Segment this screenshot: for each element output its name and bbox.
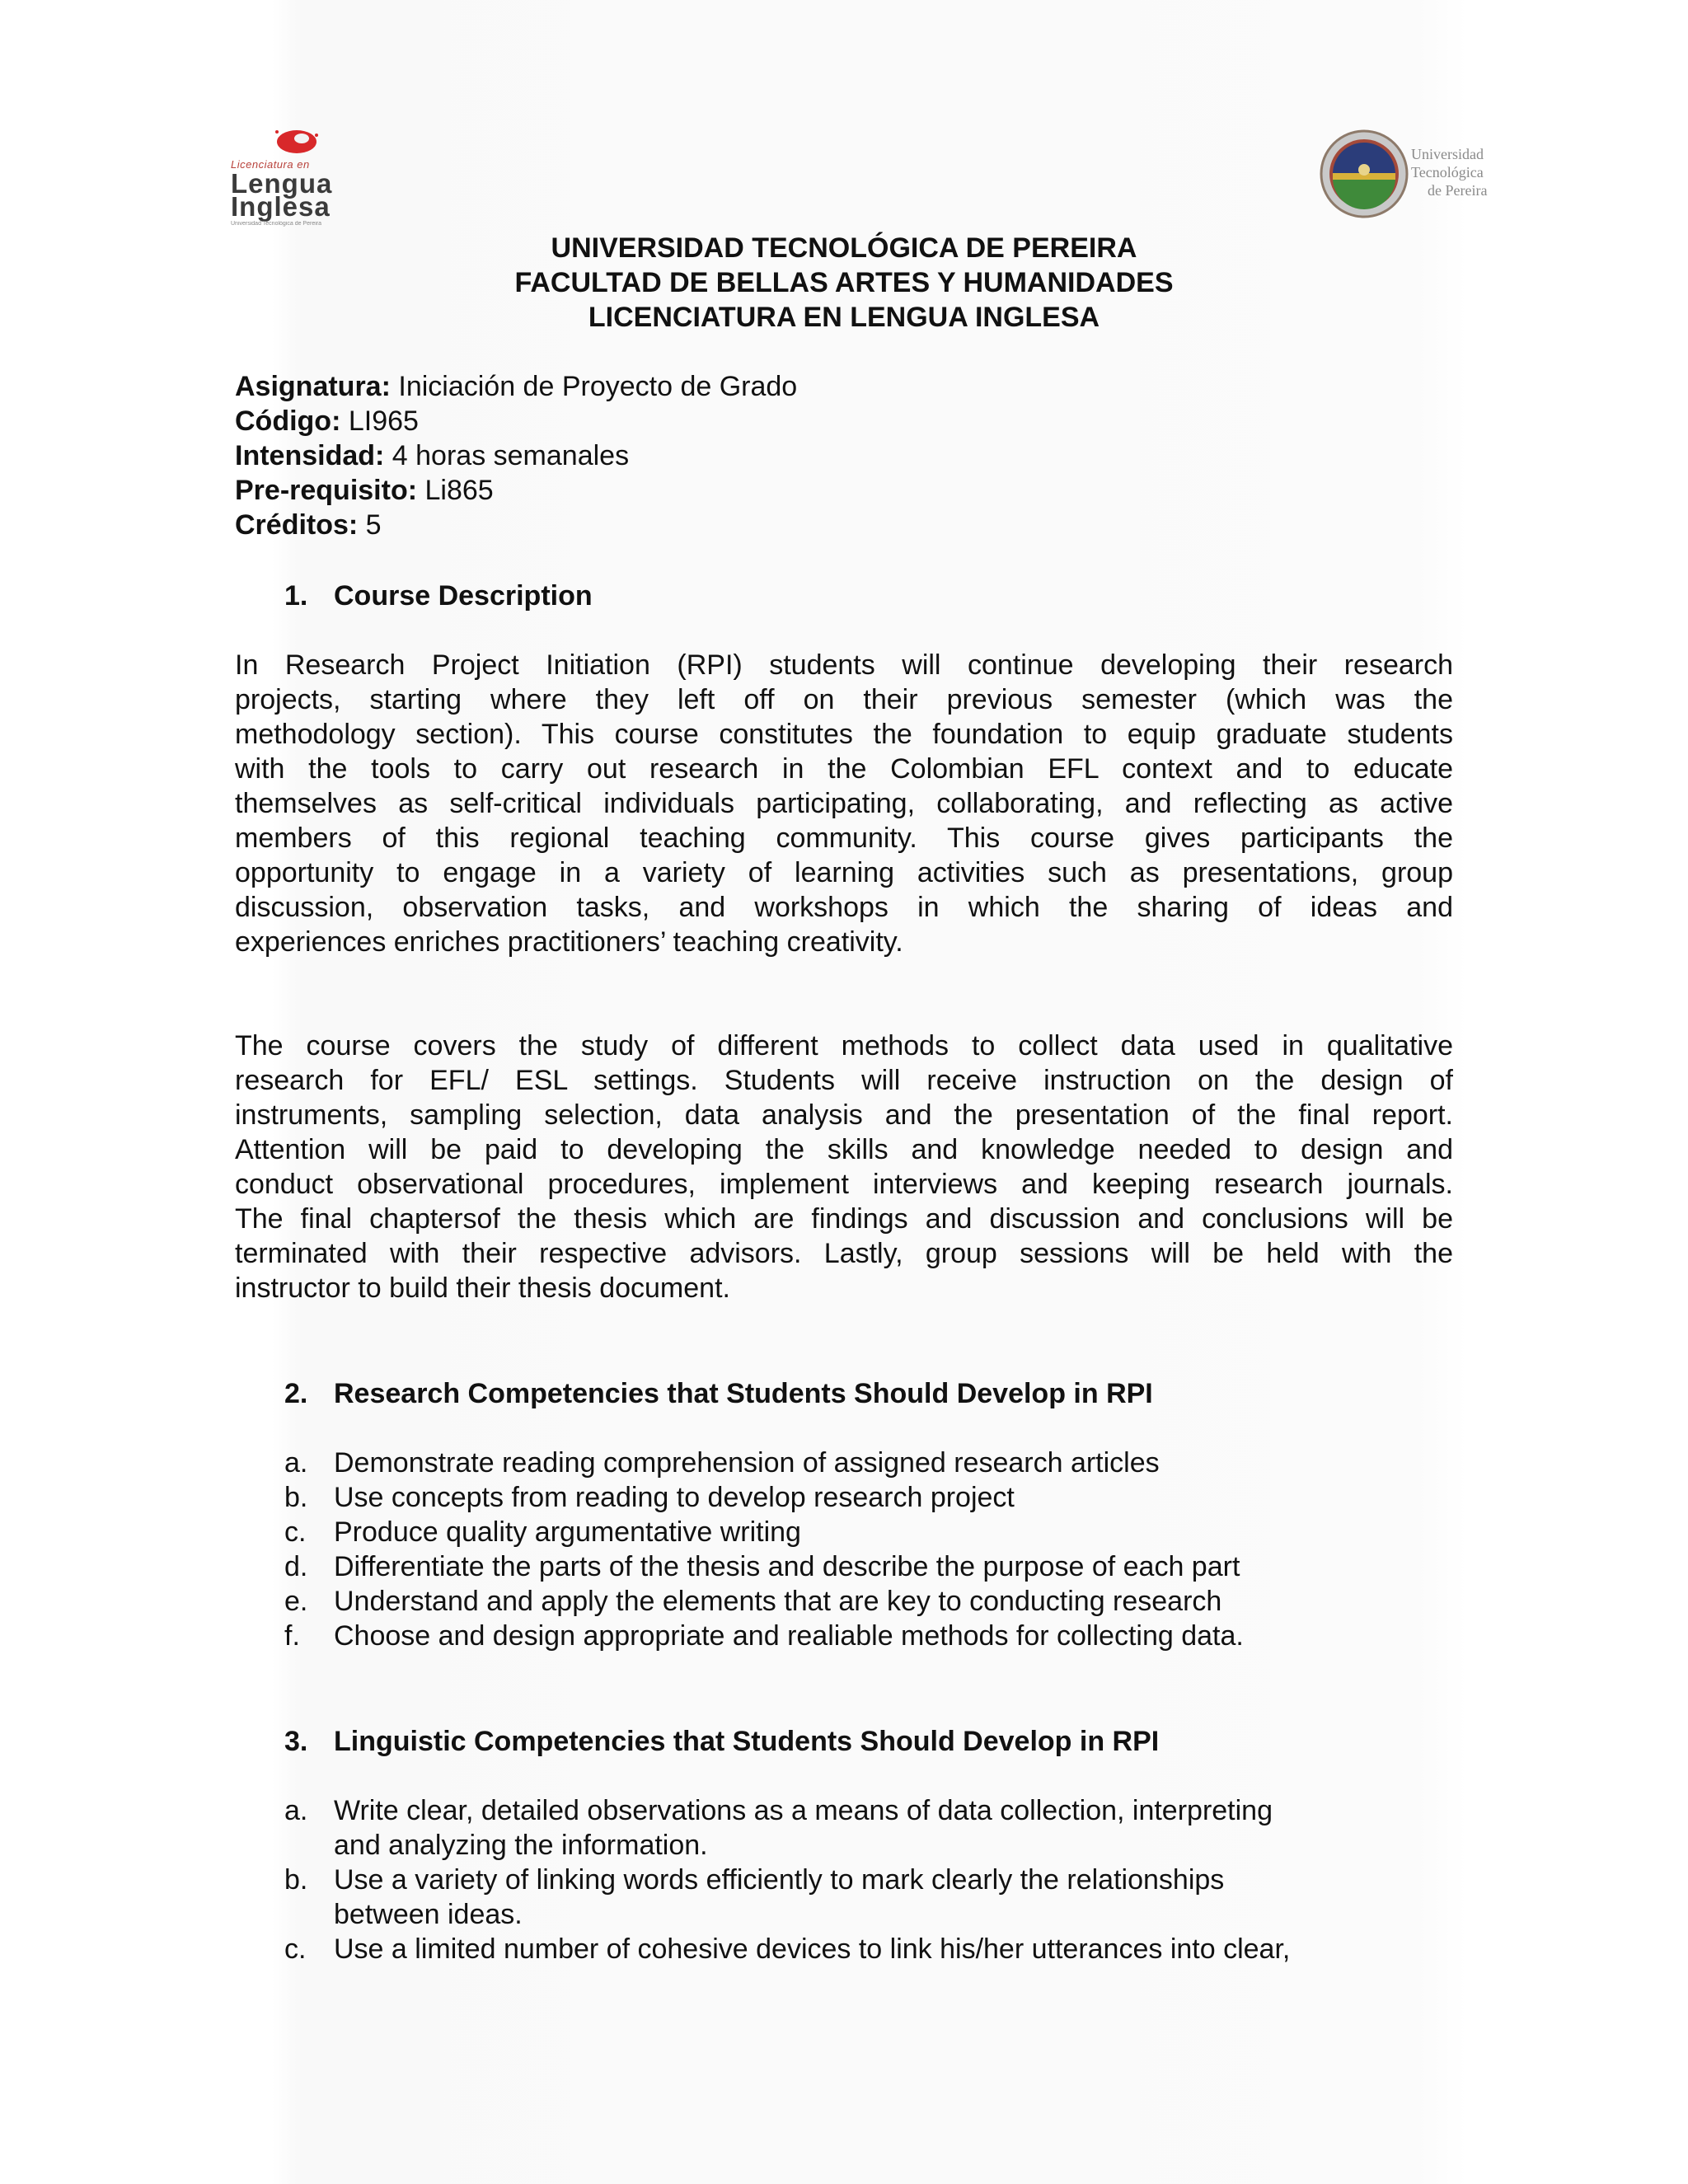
university-logo-text <box>1411 145 1518 199</box>
linguistic-competencies-list <box>284 1793 1290 1966</box>
paragraph-line: instruments, sampling selection, data analysis and the presentation of the final report. <box>235 1099 1453 1131</box>
logo-red-mark-icon <box>272 127 321 155</box>
list-item-text: Produce quality argumentative writing <box>334 1516 801 1548</box>
list-marker: a. <box>284 1447 308 1479</box>
info-label: Asignatura: <box>235 371 391 402</box>
list-item-text: Use a limited number of cohesive devices to link his/her utterances into clear, <box>334 1933 1291 1965</box>
paragraph-line: discussion, observation tasks, and workshops in which the sharing of ideas and <box>235 892 1453 923</box>
info-value: Iniciación de Proyecto de Grado <box>390 371 798 402</box>
list-marker: b. <box>284 1482 308 1513</box>
section-heading-linguistic-competencies <box>284 1724 1159 1759</box>
list-item-text-continued: and analyzing the information. <box>334 1830 708 1861</box>
list-item <box>284 1446 1244 1480</box>
list-item <box>284 1549 1244 1584</box>
info-value: 5 <box>358 509 382 541</box>
header-faculty: FACULTAD DE BELLAS ARTES Y HUMANIDADES <box>514 267 1174 298</box>
info-value: 4 horas semanales <box>384 440 630 471</box>
info-value: LI965 <box>340 405 419 437</box>
section-heading-course-description <box>284 579 593 613</box>
info-label: Créditos: <box>235 509 359 541</box>
list-item-text: Choose and design appropriate and realiable methods for collecting data. <box>334 1620 1244 1652</box>
course-info <box>235 369 797 542</box>
info-value: Li865 <box>417 475 494 506</box>
list-marker: e. <box>284 1586 308 1617</box>
section-title: Course Description <box>334 580 593 612</box>
list-item-text: Use a variety of linking words efficiently to mark clearly the relationships <box>334 1864 1225 1896</box>
description-paragraph-1 <box>235 648 1453 959</box>
list-marker: c. <box>284 1516 307 1548</box>
section-title: Linguistic Competencies that Students Should Develop in RPI <box>334 1726 1160 1757</box>
section-number: 1. <box>284 580 308 612</box>
list-item-text: Use concepts from reading to develop research project <box>334 1482 1015 1513</box>
list-item-text: Understand and apply the elements that are key to conducting research <box>334 1586 1222 1617</box>
paragraph-line: terminated with their respective advisors. Lastly, group sessions will be held with the <box>235 1238 1453 1269</box>
list-item-text: Write clear, detailed observations as a means of data collection, interpreting <box>334 1795 1273 1826</box>
list-item <box>284 1480 1244 1515</box>
course-info-row <box>235 404 797 438</box>
paragraph-line: with the tools to carry out research in the Colombian EFL context and to educate <box>235 753 1453 785</box>
university-logo <box>1319 129 1517 223</box>
university-seal-icon <box>1319 129 1409 219</box>
list-item <box>284 1793 1290 1863</box>
paragraph-line: members of this regional teaching community. This course gives participants the <box>235 823 1453 854</box>
paragraph-line: The final chaptersof the thesis which are findings and discussion and conclusions will be <box>235 1203 1453 1235</box>
paragraph-line: themselves as self-critical individuals participating, collaborating, and reflecting as active <box>235 788 1453 819</box>
logo-tiny-line: Universidad Tecnológica de Pereira <box>231 221 321 227</box>
logo-small-line: Licenciatura en <box>231 158 310 171</box>
list-item <box>284 1584 1244 1619</box>
paragraph-line: In Research Project Initiation (RPI) students will continue developing their research <box>235 649 1453 681</box>
logo-text-line1: Universidad <box>1411 146 1484 162</box>
course-info-row <box>235 473 797 508</box>
logo-text-line2: Tecnológica <box>1411 164 1484 180</box>
list-marker: f. <box>284 1620 300 1652</box>
research-competencies-list <box>284 1446 1244 1653</box>
section-number: 2. <box>284 1378 308 1409</box>
header-program: LICENCIATURA EN LENGUA INGLESA <box>588 302 1100 333</box>
course-info-row <box>235 369 797 404</box>
info-label: Intensidad: <box>235 440 385 471</box>
paragraph-line: The course covers the study of different methods to collect data used in qualitative <box>235 1030 1453 1062</box>
logo-text-line3: de Pereira <box>1428 182 1488 199</box>
document-header <box>0 231 1688 335</box>
section-heading-research-competencies <box>284 1376 1153 1411</box>
paragraph-line: opportunity to engage in a variety of learning activities such as presentations, group <box>235 857 1453 888</box>
list-item <box>284 1932 1290 1966</box>
list-marker: d. <box>284 1551 308 1582</box>
section-number: 3. <box>284 1726 308 1757</box>
list-item <box>284 1619 1244 1653</box>
header-university: UNIVERSIDAD TECNOLÓGICA DE PEREIRA <box>551 232 1137 264</box>
paragraph-line: projects, starting where they left off on their previous semester (which was the <box>235 684 1453 715</box>
info-label: Pre-requisito: <box>235 475 418 506</box>
list-marker: c. <box>284 1933 307 1965</box>
list-item <box>284 1515 1244 1549</box>
paragraph-line: methodology section). This course constitutes the foundation to equip graduate students <box>235 719 1453 750</box>
licenciatura-logo <box>231 122 371 229</box>
logo-word-inglesa: Inglesa <box>231 191 331 222</box>
course-info-row <box>235 438 797 473</box>
section-title: Research Competencies that Students Should Develop in RPI <box>334 1378 1153 1409</box>
course-info-row <box>235 508 797 542</box>
logo-word-lengua: Lengua <box>231 168 333 199</box>
paragraph-line: research for EFL/ ESL settings. Students will receive instruction on the design of <box>235 1065 1453 1096</box>
list-item-text-continued: between ideas. <box>334 1899 523 1930</box>
list-item-text: Differentiate the parts of the thesis and describe the purpose of each part <box>334 1551 1240 1582</box>
list-marker: a. <box>284 1795 308 1826</box>
description-paragraph-2 <box>235 1029 1453 1305</box>
paragraph-line: experiences enriches practitioners’ teaching creativity. <box>235 926 903 958</box>
list-marker: b. <box>284 1864 308 1896</box>
list-item <box>284 1863 1290 1932</box>
paragraph-line: conduct observational procedures, implement interviews and keeping research journals. <box>235 1169 1453 1200</box>
info-label: Código: <box>235 405 341 437</box>
paragraph-line: instructor to build their thesis document. <box>235 1272 730 1304</box>
paragraph-line: Attention will be paid to developing the skills and knowledge needed to design and <box>235 1134 1453 1165</box>
list-item-text: Demonstrate reading comprehension of assigned research articles <box>334 1447 1160 1479</box>
